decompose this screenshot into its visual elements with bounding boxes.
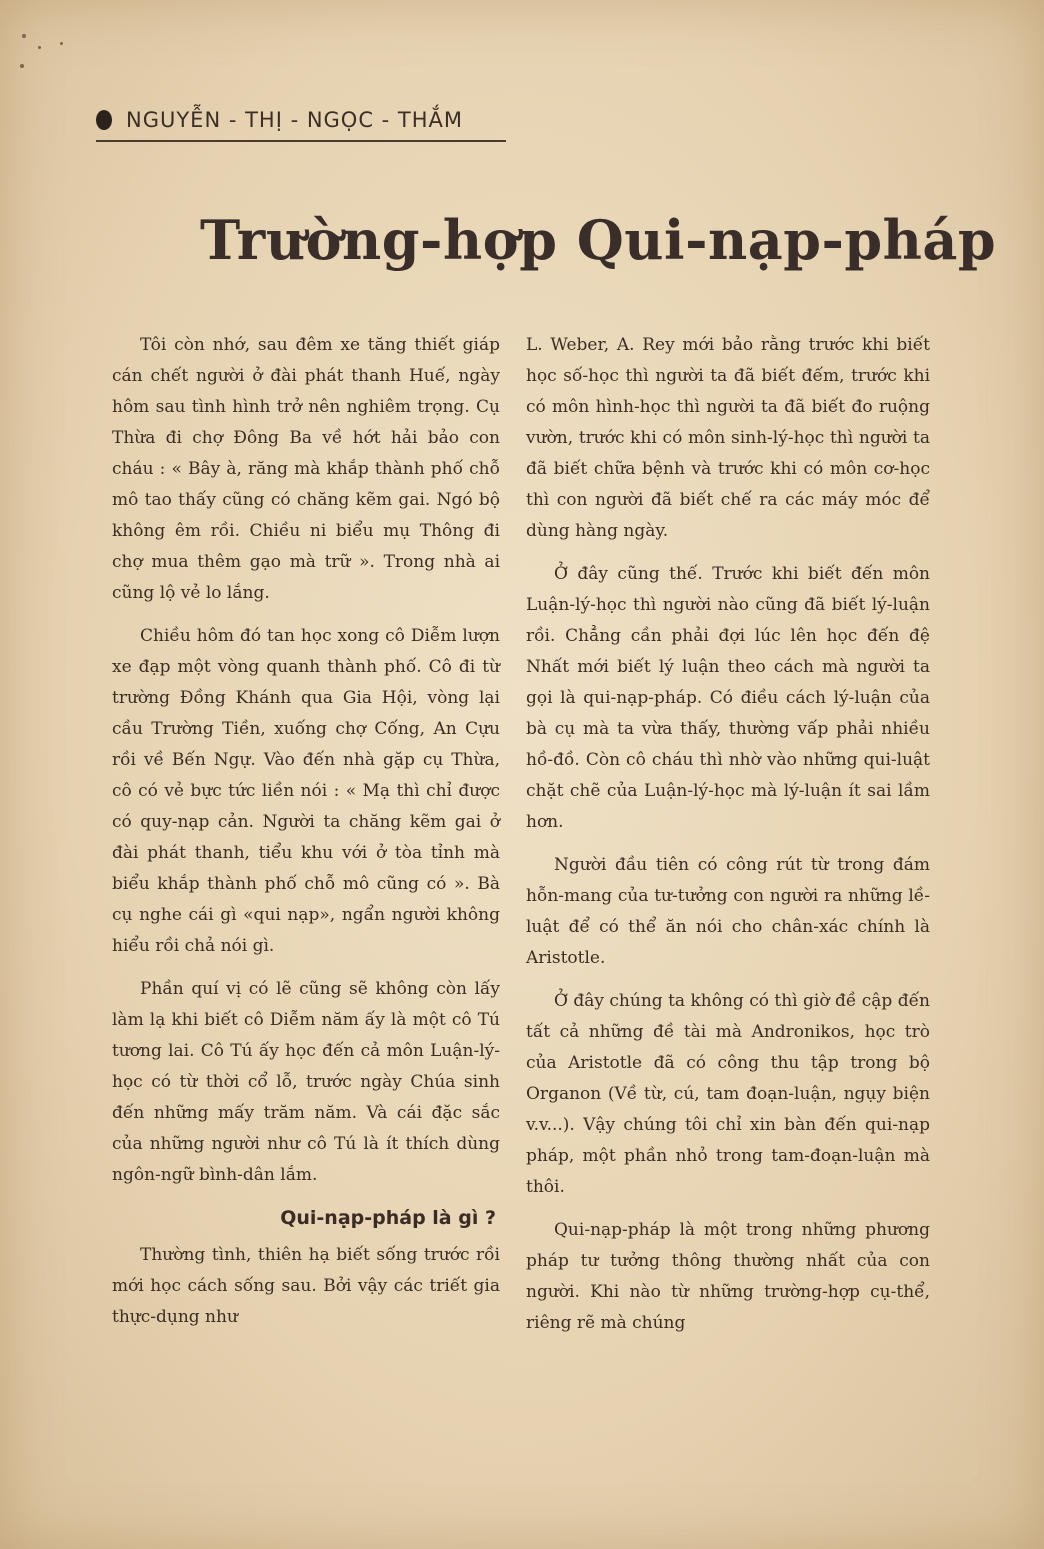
bullet-icon [96,110,112,130]
paragraph: Qui-nạp-pháp là một trong những phương pháp tư tưởng thông thường nhất của con người. Khi nào từ những trường-hợp cụ-thể, riêng rẽ mà chúng [526,1220,930,1333]
paragraph: Chiều hôm đó tan học xong cô Diễm lượn xe đạp một vòng quanh thành phố. Cô đi từ trường Đồng Khánh qua Gia Hội, vòng lại cầu Trường Tiền, xuống chợ Cống, An Cựu rồi về Bến Ngự. Vào đến nhà gặp cụ Thừa, cô có vẻ bực tức liền nói : « Mạ thì chỉ được có quy-nạp cản. Người ta chăng kẽm gai ở đài phát thanh, tiểu khu với ở tòa tỉnh mà biểu khắp thành phố chỗ mô cũng có ». Bà cụ nghe cái gì «qui nạp», ngẩn người không hiểu rồi chả nói gì. [112,626,500,956]
paragraph: L. Weber, A. Rey mới bảo rằng trước khi biết học số-học thì người ta đã biết đếm, trước khi có môn hình-học thì người ta đã biết đo ruộng vườn, trước khi có môn sinh-lý-học thì người ta đã biết chữa bệnh và trước khi có môn cơ-học thì con người đã biết chế ra các máy móc để dùng hàng ngày. [526,335,930,541]
ink-speck [38,46,41,49]
paragraph: Thường tình, thiên hạ biết sống trước rồi mới học cách sống sau. Bởi vậy các triết gia thực-dụng như [112,1245,500,1327]
ink-speck [20,64,24,68]
right-column [526,330,930,1351]
article-title: Trường-hợp Qui-nạp-pháp [200,208,997,272]
paragraph: Người đầu tiên có công rút từ trong đám hỗn-mang của tư-tưởng con người ra những lề-luật để có thể ăn nói cho chân-xác chính là Aristotle. [526,855,930,968]
ink-speck [60,42,63,45]
author-byline [96,108,506,142]
paragraph: Tôi còn nhớ, sau đêm xe tăng thiết giáp cán chết người ở đài phát thanh Huế, ngày hôm sau tình hình trở nên nghiêm trọng. Cụ Thừa đi chợ Đông Ba về hớt hải bảo con cháu : « Bây à, răng mà khắp thành phố chỗ mô tao thấy cũng có chăng kẽm gai. Ngó bộ không êm rồi. Chiều ni biểu mụ Thông đi chợ mua thêm gạo mà trữ ». Trong nhà ai cũng lộ vẻ lo lắng. [112,335,500,603]
section-heading: Qui-nạp-pháp là gì ? [280,1207,496,1229]
author-name: NGUYỄN - THỊ - NGỌC - THẮM [126,108,464,132]
paragraph: Ở đây chúng ta không có thì giờ đề cập đến tất cả những đề tài mà Andronikos, học trò của Aristotle đã có công thu tập trong bộ Organon (Về từ, cú, tam đoạn-luận, ngụy biện v.v...). Vậy chúng tôi chỉ xin bàn đến qui-nạp pháp, một phần nhỏ trong tam-đoạn-luận mà thôi. [526,991,930,1197]
ink-speck [22,34,26,38]
paragraph: Phần quí vị có lẽ cũng sẽ không còn lấy làm lạ khi biết cô Diễm năm ấy là một cô Tú tương lai. Cô Tú ấy học đến cả môn Luận-lý-học có từ thời cổ lỗ, trước ngày Chúa sinh đến những mấy trăm năm. Và cái đặc sắc của những người như cô Tú là ít thích dùng ngôn-ngữ bình-dân lắm. [112,979,500,1185]
paragraph: Ở đây cũng thế. Trước khi biết đến môn Luận-lý-học thì người nào cũng đã biết lý-luận rồi. Chẳng cần phải đợi lúc lên học đến đệ Nhất mới biết lý luận theo cách mà người ta gọi là qui-nạp-pháp. Có điều cách lý-luận của bà cụ mà ta vừa thấy, thường vấp phải nhiều hồ-đồ. Còn cô cháu thì nhờ vào những qui-luật chặt chẽ của Luận-lý-học mà lý-luận ít sai lầm hơn. [526,564,930,832]
left-column [112,330,500,1345]
